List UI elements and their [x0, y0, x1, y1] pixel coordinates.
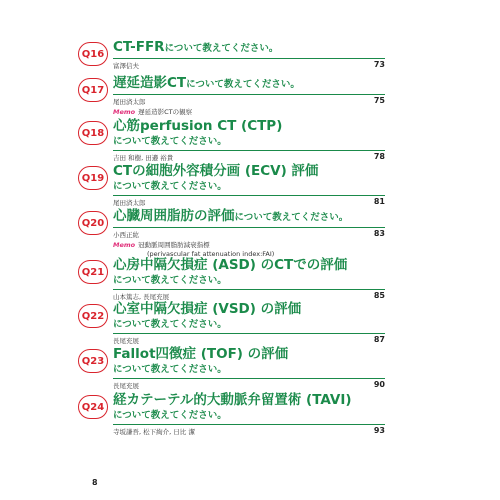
divider [113, 424, 385, 425]
entry-title [113, 208, 385, 225]
question-badge: Q19 [78, 166, 108, 190]
toc-entry [81, 346, 385, 392]
folio-page-number: 8 [92, 478, 98, 487]
author-row [113, 380, 385, 392]
divider [113, 333, 385, 334]
author-name: 尾田済太郎 [113, 98, 146, 106]
entry-title-line2: について教えてください。 [113, 319, 227, 330]
page-number: 73 [373, 60, 385, 69]
memo-text: 冠動脈周囲脂肪減衰指標 [138, 241, 210, 249]
question-badge: Q21 [78, 260, 108, 284]
divider [113, 150, 385, 151]
author-name: 富澤信夫 [113, 62, 139, 70]
entry-title-main: 心筋perfusion CT (CTP) [113, 118, 283, 134]
entry-title [113, 39, 385, 56]
entry-title-main: 心室中隔欠損症 (VSD) の評価 [113, 301, 302, 317]
entry-title-suffix: について教えてください。 [186, 79, 300, 90]
entry-title-line2: について教えてください。 [113, 181, 227, 192]
toc-entry [81, 257, 385, 303]
question-badge: Q24 [78, 395, 108, 419]
author-name: 吉田 和樹, 田邉 裕貴 [113, 154, 174, 162]
toc-entry [81, 118, 385, 164]
divider [113, 378, 385, 379]
entry-title [113, 346, 385, 361]
divider [113, 58, 385, 59]
entry-title-main: 経カテーテル的大動脈弁留置術 (TAVI) [113, 392, 352, 408]
author-name: 寺坂謙吾, 松下絢介, 日比 潔 [113, 428, 195, 436]
page-number: 90 [373, 380, 385, 389]
question-badge: Q20 [78, 211, 108, 235]
page-number: 93 [373, 426, 385, 435]
entry-title-line2: について教えてください。 [113, 364, 227, 375]
entry-title [113, 392, 385, 407]
entry-title-main: Fallot四徴症 (TOF) の評価 [113, 346, 289, 362]
entry-title-main: CTの細胞外容積分画 (ECV) 評価 [113, 163, 319, 179]
entry-title-line2: について教えてください。 [113, 275, 227, 286]
memo-label: Memo [113, 241, 136, 249]
toc-entry [81, 208, 385, 259]
author-name: 小西正紘 [113, 231, 139, 239]
author-name: 山本篤志, 長尾充展 [113, 293, 170, 301]
author-row [113, 60, 385, 72]
page-number: 78 [373, 152, 385, 161]
entry-title [113, 75, 385, 92]
divider [113, 94, 385, 95]
author-name: 尾田済太郎 [113, 199, 146, 207]
memo-text-line2: (perivascular fat attenuation index:FAI) [147, 250, 275, 258]
divider [113, 227, 385, 228]
question-badge: Q23 [78, 349, 108, 373]
author-row [113, 96, 385, 108]
entry-title-main: 遅延造影CT [113, 75, 187, 91]
divider [113, 289, 385, 290]
toc-entry [81, 163, 385, 209]
entry-title-main: CT-FFR [113, 39, 165, 55]
author-name: 長尾充展 [113, 337, 139, 345]
question-badge: Q18 [78, 121, 108, 145]
entry-title-main: 心房中隔欠損症 (ASD) のCTでの評価 [113, 257, 348, 273]
entry-title-line2: について教えてください。 [113, 136, 227, 147]
entry-title [113, 163, 385, 178]
toc-entry [81, 39, 385, 72]
memo-label: Memo [113, 108, 136, 116]
entry-title-line2: について教えてください。 [113, 410, 227, 421]
toc-entry [81, 392, 385, 438]
author-row [113, 229, 385, 241]
page-number: 85 [373, 291, 385, 300]
memo-line [113, 108, 385, 117]
author-name: 長尾充展 [113, 382, 139, 390]
author-row [113, 426, 385, 438]
page-number: 83 [373, 229, 385, 238]
question-badge: Q22 [78, 304, 108, 328]
toc-entry [81, 301, 385, 347]
entry-title-main: 心臓周囲脂肪の評価 [113, 208, 235, 224]
memo-text: 遅延造影CTの観察 [138, 108, 193, 116]
page-number: 75 [373, 96, 385, 105]
question-badge: Q16 [78, 42, 108, 66]
page-number: 87 [373, 335, 385, 344]
entry-title [113, 257, 385, 272]
memo-line [113, 241, 385, 250]
question-badge: Q17 [78, 78, 108, 102]
page-number: 81 [373, 197, 385, 206]
entry-title [113, 118, 385, 133]
toc-entry [81, 75, 385, 117]
entry-title-suffix: について教えてください。 [164, 43, 279, 54]
divider [113, 195, 385, 196]
entry-title-suffix: について教えてください。 [234, 212, 349, 223]
entry-title [113, 301, 385, 316]
